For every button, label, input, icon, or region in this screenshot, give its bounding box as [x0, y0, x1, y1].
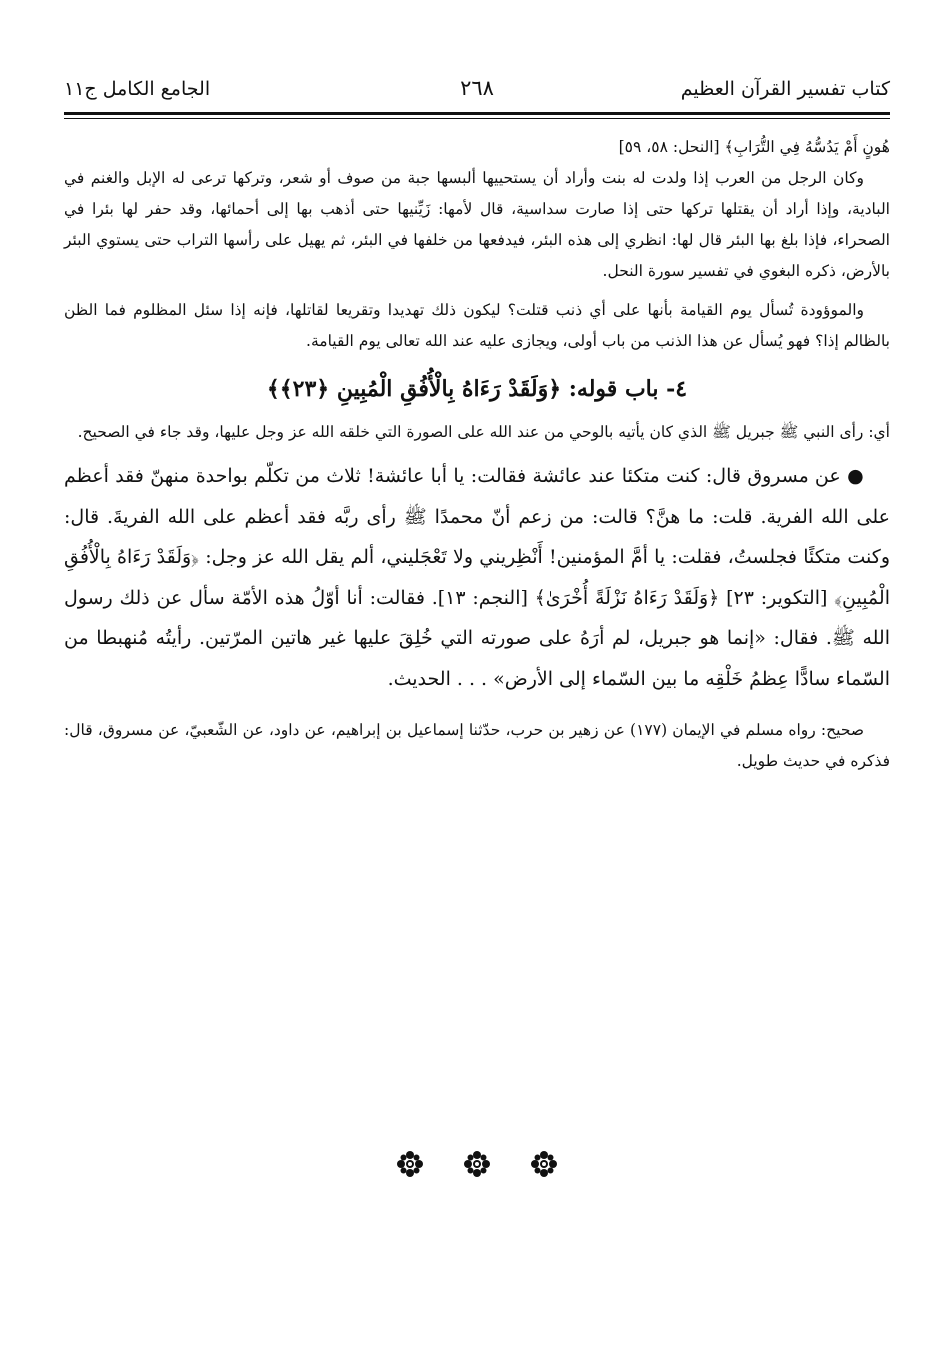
book-title: كتاب تفسير القرآن العظيم: [680, 78, 890, 100]
footnote: صحيح: رواه مسلم في الإيمان (١٧٧) عن زهير بن حرب، حدّثنا إسماعيل بن إبراهيم، عن داود، عن الشّعبيّ، عن مسروق، قال: فذكره في حديث طويل.: [64, 721, 890, 770]
book-page: [64, 62, 890, 770]
paragraph-burial-custom: وكان الرجل من العرب إذا ولدت له بنت وأراد أن يستحييها ألبسها جبة من صوف أو شعر، وتركها ترعى له الإبل والغنم في البادية، وإذا أراد أن يقتلها تركها حتى إذا صارت سداسية، قال لأمها: زَيِّنيها حتى أذهب بها إلى أحمائها، وقد حفر لها بئرا في الصحراء، فإذا بلغ بها البئر قال لها: انظري إلى هذه البئر، فيدفعها من خلفها في البئر، ثم يهيل على رأسها التراب حتى يستوي البئر بالأرض، ذكره البغوي في تفسير سورة النحل.: [64, 169, 890, 280]
paragraph-explanation: أي: رأى النبي ﷺ جبريل ﷺ الذي كان يأتيه بالوحي من عند الله على الصورة التي خلقه الله عز وجل عليها، وقد جاء في الصحيح.: [77, 423, 890, 441]
header-rule-thick: [64, 112, 890, 115]
floral-ornament-icon: [530, 1150, 558, 1178]
floral-ornament-icon: [396, 1150, 424, 1178]
paragraph-judgment: والموؤودة تُسأل يوم القيامة بأنها على أي ذنب قتلت؟ ليكون ذلك تهديدا وتقريعا لقاتلها، فإنه إذا سئل المظلوم فما الظن بالظالم إذا؟ فهو يُسأل عن هذا الذنب من باب أولى، ويجازى عليه عند الله تعالى يوم القيامة.: [64, 301, 890, 350]
header-rule-thin: [64, 118, 890, 119]
hadith-paragraph: [64, 456, 890, 699]
page-header: [64, 62, 890, 102]
floral-ornament-icon: [463, 1150, 491, 1178]
hadith-text: عن مسروق قال: كنت متكئا عند عائشة فقالت: يا أبا عائشة! ثلاث من تكلّم بواحدة منهنّ فقد أعظم على الله الفرية. قلت: ما هنَّ؟ قالت: من زعم أنّ محمدًا ﷺ رأى ربَّه فقد أعظم على الله الفريةَ. قال: وكنت متكئًا فجلستُ، فقلت: يا أمَّ المؤمنين! أَنْظِريني ولا تَعْجَليني، ألم يقل الله عز وجل: ﴿وَلَقَدْ رَءَاهُ بِالْأُفُقِ الْمُبِينِ﴾ [التكوير: ٢٣] ﴿وَلَقَدْ رَءَاهُ نَزْلَةً أُخْرَىٰ﴾ [النجم: ١٣]. فقالت: أنا أوّلُ هذه الأمّة سأل عن ذلك رسول الله ﷺ. فقال: «إنما هو جبريل، لم أرَهُ على صورته التي خُلِقَ عليها غير هاتين المرّتين. رأيتُه مُنهبطا من السّماء سادًّا عِظمُ خَلْقِه ما بين السّماء إلى الأرض» . . . الحديث.: [64, 465, 890, 690]
section-heading: ٤- باب قوله: ﴿وَلَقَدْ رَءَاهُ بِالْأُفُقِ الْمُبِينِ ﴿٢٣﴾﴾: [266, 376, 688, 402]
page-number: ٢٦٨: [460, 76, 494, 100]
bullet-icon: ●: [847, 465, 864, 487]
verse-line: هُونٍ أَمْ يَدُسُّهُ فِي التُّرَابِ﴾ [النحل: ٥٨، ٥٩]: [618, 138, 890, 156]
page-body: [64, 132, 890, 777]
ornament-row: [64, 1150, 890, 1182]
volume-label: الجامع الكامل ج١١: [64, 78, 211, 100]
